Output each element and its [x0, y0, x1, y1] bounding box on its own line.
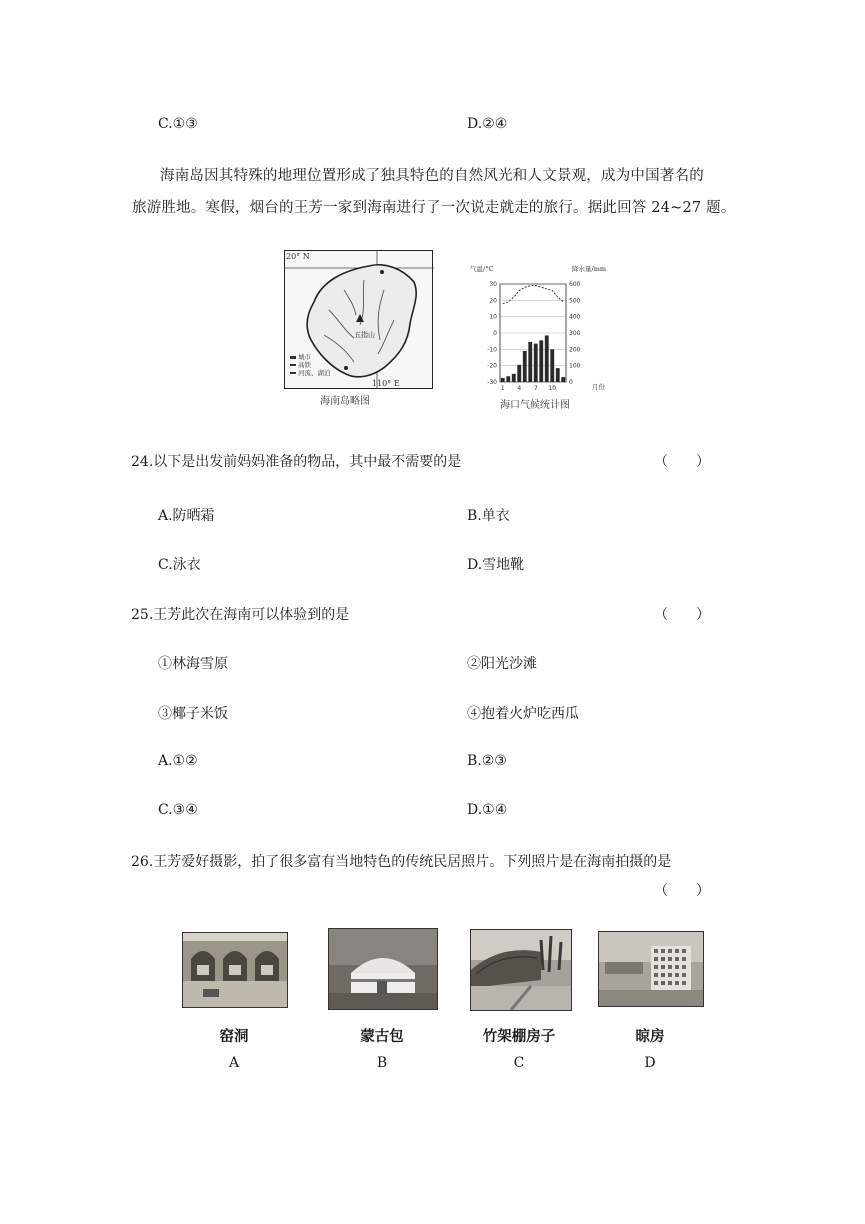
climate-left-tick: 10 — [489, 313, 497, 321]
photo-d-letter: D — [644, 1055, 656, 1071]
climate-left-tick: 30 — [489, 281, 497, 288]
photo-bamboo-house — [470, 929, 572, 1011]
climate-right-tick: 600 — [569, 281, 581, 288]
q25-statement-2: ②阳光沙滩 — [467, 656, 537, 672]
q25-option-d: D.①④ — [467, 802, 508, 818]
climate-left-tick: -10 — [487, 346, 497, 354]
photo-a-caption: 窑洞 — [219, 1028, 249, 1045]
photo-c-letter: C — [513, 1055, 525, 1071]
photo-b-caption: 蒙古包 — [360, 1028, 404, 1045]
climate-x-tick: 10 — [548, 385, 557, 392]
climate-left-tick: 20 — [489, 297, 497, 305]
q24-stem: 24.以下是出发前妈妈准备的物品，其中最不需要的是 — [131, 454, 462, 470]
climate-precip-bar — [523, 351, 527, 382]
q24-option-c: C.泳衣 — [158, 557, 201, 573]
map-legend-city: 城市 — [298, 353, 311, 361]
climate-precip-bar — [545, 335, 549, 382]
photo-d-caption: 晾房 — [635, 1028, 665, 1045]
climate-left-tick: -20 — [487, 362, 497, 370]
map-peak-label: 五指山 — [354, 331, 375, 339]
climate-right-unit: 降水量/mm — [572, 265, 607, 273]
climate-right-tick: 100 — [569, 362, 581, 370]
q25-stem: 25.王芳此次在海南可以体验到的是 — [131, 607, 350, 623]
climate-precip-bar — [501, 378, 505, 382]
climate-right-tick: 300 — [569, 330, 581, 337]
climate-chart — [470, 264, 610, 394]
climate-x-tick: 7 — [533, 385, 538, 392]
q25-statement-1: ①林海雪原 — [158, 656, 228, 672]
intro-line-1: 海南岛因其特殊的地理位置形成了独具特色的自然风光和人文景观，成为中国著名的 — [160, 168, 704, 184]
intro-line-2: 旅游胜地。寒假，烟台的王芳一家到海南进行了一次说走就走的旅行。据此回答 24~27 题。 — [132, 200, 736, 216]
photo-a-letter: A — [228, 1055, 240, 1071]
climate-right-tick: 500 — [569, 297, 581, 305]
q24-paren: （ ） — [654, 454, 710, 470]
climate-precip-bar — [556, 368, 560, 382]
photo-yurt — [328, 928, 438, 1010]
q24-option-a: A.防晒霜 — [158, 508, 215, 524]
photo-cave-dwelling — [182, 932, 288, 1008]
q25-option-c: C.③④ — [158, 802, 198, 818]
climate-precip-bar — [517, 365, 521, 382]
climate-precip-bar — [512, 374, 516, 382]
q25-option-b: B.②③ — [467, 753, 507, 769]
climate-left-tick: 0 — [493, 330, 497, 337]
climate-left-unit: 气温/°C — [470, 265, 494, 273]
climate-precip-bar — [534, 344, 538, 382]
prev-option-d: D.②④ — [467, 116, 508, 132]
q24-option-d: D.雪地靴 — [467, 557, 525, 573]
q25-statement-4: ④抱着火炉吃西瓜 — [467, 706, 579, 722]
climate-chart-figure — [470, 264, 610, 414]
q24-option-b: B.单衣 — [467, 508, 510, 524]
map-lon-label: 110° E — [372, 379, 400, 388]
prev-option-c: C.①③ — [158, 116, 198, 132]
climate-precip-bar — [528, 342, 532, 382]
climate-x-unit: 月份 — [592, 383, 605, 391]
climate-left-tick: -30 — [487, 379, 497, 386]
hainan-map-figure — [284, 250, 434, 412]
photo-drying-house — [598, 931, 704, 1007]
map-lat-label: 20° N — [286, 252, 310, 261]
q25-paren: （ ） — [654, 607, 710, 623]
climate-precip-bar — [539, 340, 543, 382]
climate-right-tick: 0 — [569, 379, 573, 386]
map-legend-river: 河流、湖泊 — [298, 369, 331, 377]
climate-precip-bar — [550, 349, 554, 382]
climate-temp-line — [503, 286, 564, 304]
photo-c-caption: 竹架棚房子 — [482, 1028, 556, 1045]
climate-precip-bar — [506, 376, 510, 382]
climate-caption: 海口气候统计图 — [500, 400, 570, 411]
photo-b-letter: B — [376, 1055, 388, 1071]
q26-paren: （ ） — [654, 883, 710, 899]
climate-precip-bar — [561, 377, 565, 382]
q26-stem: 26.王芳爱好摄影，拍了很多富有当地特色的传统民居照片。下列照片是在海南拍摄的是 — [131, 854, 672, 870]
climate-right-tick: 200 — [569, 346, 581, 354]
map-caption: 海南岛略图 — [320, 396, 370, 407]
climate-x-tick: 1 — [500, 385, 505, 392]
map-legend-rail: 高铁 — [298, 361, 311, 369]
climate-x-tick: 4 — [517, 385, 522, 392]
q25-option-a: A.①② — [158, 753, 198, 769]
climate-right-tick: 400 — [569, 313, 581, 321]
q25-statement-3: ③椰子米饭 — [158, 706, 228, 722]
